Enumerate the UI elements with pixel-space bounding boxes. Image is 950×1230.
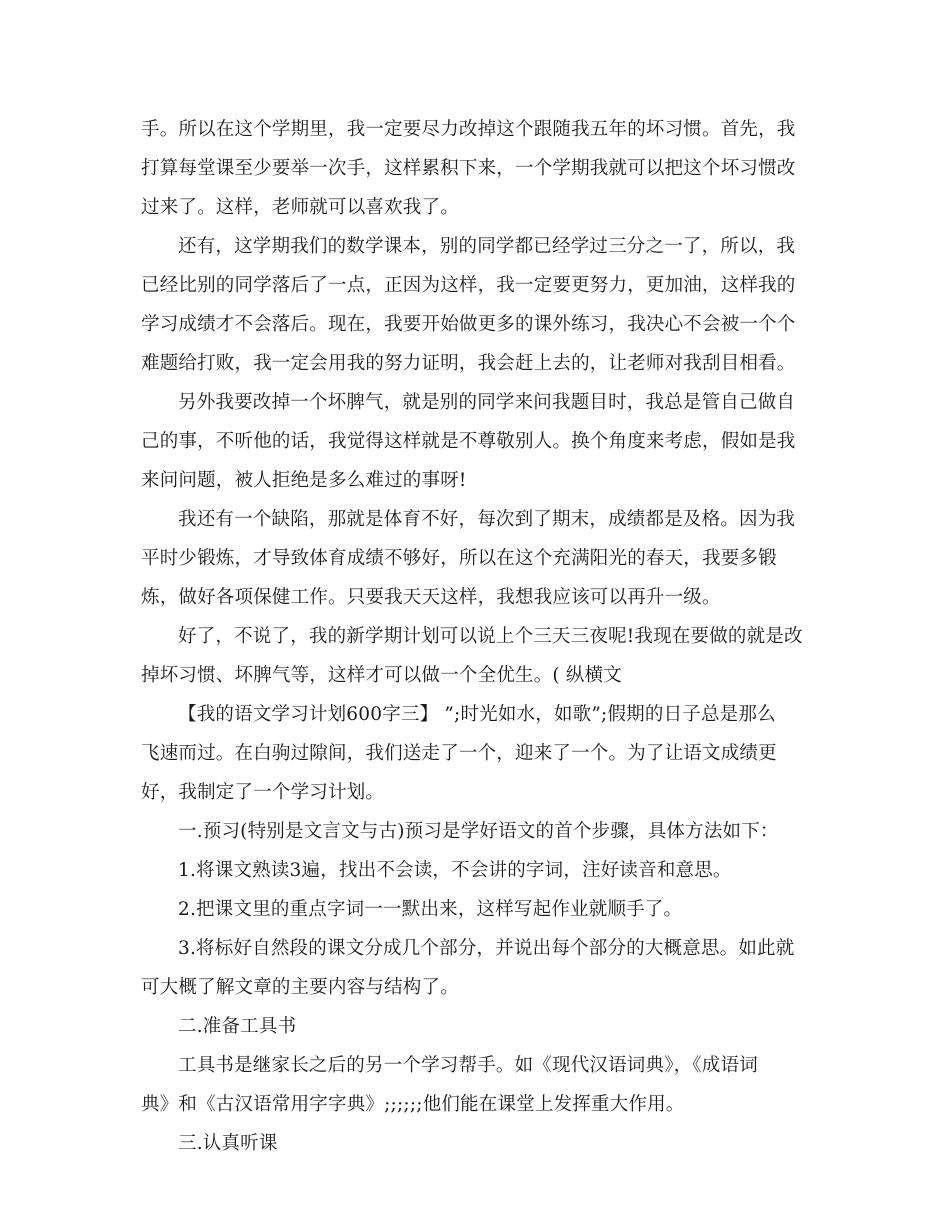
text-line-13: 炼，做好各项保健工作。只要我天天这样，我想我应该可以再升一级。	[141, 587, 721, 608]
list-item-3: 3.将标好自然段的课文分成几个部分，并说出每个部分的大概意思。如此就	[178, 938, 795, 959]
list-item-2: 2.把课文里的重点字词一一默出来，这样写起作业就顺手了。	[178, 899, 683, 920]
text-line-7: 难题给打败，我一定会用我的努力证明，我会赶上去的，让老师对我刮目相看。	[141, 353, 796, 374]
text-line-15: 掉坏习惯、坏脾气等，这样才可以做一个全优生。( 纵横文	[141, 665, 623, 686]
text-line-18: 好，我制定了一个学习计划。	[141, 782, 385, 803]
paragraph-start-line-14: 好了，不说了，我的新学期计划可以说上个三天三夜呢!我现在要做的就是改	[178, 626, 803, 647]
text-line-9: 己的事，不听他的话，我觉得这样就是不尊敬别人。换个角度来考虑，假如是我	[141, 431, 796, 452]
text-line-12: 平时少锻炼，才导致体育成绩不够好，所以在这个充满阳光的春天，我要多锻	[141, 548, 777, 569]
section-heading-2: 二.准备工具书	[178, 1016, 297, 1037]
paragraph-start-line-25: 工具书是继家长之后的另一个学习帮手。如《现代汉语词典》，《成语词	[178, 1055, 758, 1076]
text-line-5: 已经比别的同学落后了一点，正因为这样，我一定要更努力，更加油，这样我的	[141, 275, 796, 296]
text-line-10: 来问问题，被人拒绝是多么难过的事呀!	[141, 470, 467, 491]
text-line-26: 典》和《古汉语常用字字典》;;;;;;他们能在课堂上发挥重大作用。	[141, 1094, 685, 1115]
section-heading-3: 三.认真听课	[178, 1133, 278, 1154]
text-line-3: 过来了。这样，老师就可以喜欢我了。	[141, 197, 459, 218]
paragraph-start-line-4: 还有，这学期我们的数学课本，别的同学都已经学过三分之一了，所以，我	[178, 236, 796, 257]
paragraph-start-line-11: 我还有一个缺陷，那就是体育不好，每次到了期末，成绩都是及格。因为我	[178, 509, 796, 530]
text-line-6: 学习成绩才不会落后。现在，我要开始做更多的课外练习，我决心不会被一个个	[141, 314, 796, 335]
paragraph-start-line-8: 另外我要改掉一个坏脾气，就是别的同学来问我题目时，我总是管自己做自	[178, 392, 796, 413]
list-item-1: 1.将课文熟读3遍，找出不会读，不会讲的字词，注好读音和意思。	[178, 860, 732, 881]
section-line-19: 一.预习(特别是文言文与古)预习是学好语文的首个步骤，具体方法如下：	[178, 821, 779, 842]
text-line-17: 飞速而过。在白驹过隙间，我们送走了一个，迎来了一个。为了让语文成绩更	[141, 743, 777, 764]
heading-line-16: 【我的语文学习计划600字三】 ”;时光如水，如歌”;假期的日子总是那么	[178, 704, 776, 725]
text-line-23: 可大概了解文章的主要内容与结构了。	[141, 977, 459, 998]
text-line-1: 手。所以在这个学期里，我一定要尽力改掉这个跟随我五年的坏习惯。首先，我	[141, 119, 796, 140]
text-line-2: 打算每堂课至少要举一次手，这样累积下来，一个学期我就可以把这个坏习惯改	[141, 158, 796, 179]
